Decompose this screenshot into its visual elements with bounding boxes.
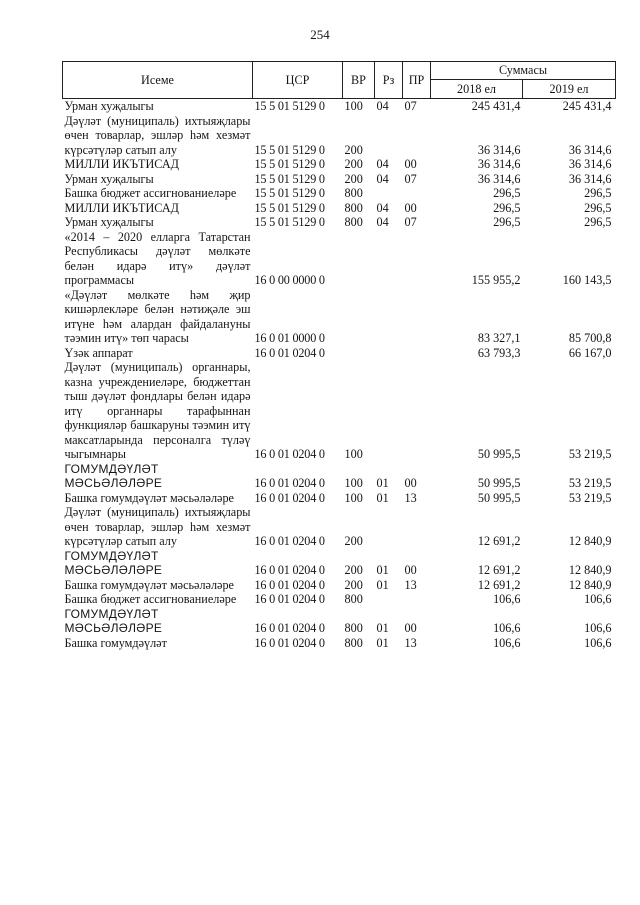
table-row: [63, 462, 616, 491]
row-sum-2019: 36 314,6: [568, 171, 612, 186]
row-csr: 16 0 01 0204 0: [254, 621, 325, 635]
row-sum-2019: 12 840,9: [568, 534, 612, 548]
row-csr: 15 5 01 5129 0: [254, 171, 325, 186]
row-csr: 15 5 01 5129 0: [254, 215, 325, 229]
row-sum-2019: 53 219,5: [568, 476, 612, 490]
row-sum-2018: 106,6: [493, 635, 521, 650]
row-rz: [375, 346, 403, 361]
row-csr: 16 0 01 0204 0: [254, 476, 325, 490]
header-pr: ПР: [403, 62, 431, 99]
page-number: 254: [310, 27, 330, 42]
row-vr: 100: [344, 99, 363, 113]
row-rz: 01: [376, 577, 389, 592]
row-rz: 04: [376, 171, 389, 186]
row-sum-2019: 66 167,0: [568, 345, 612, 360]
table-row: [63, 491, 616, 506]
row-pr: 00: [404, 200, 417, 215]
row-rz: [375, 186, 403, 201]
row-sum-2018: 36 314,6: [477, 142, 521, 157]
row-sum-2019: 12 840,9: [568, 577, 612, 592]
row-vr: 800: [344, 592, 363, 606]
table-row: [63, 578, 616, 593]
row-name: «2014 – 2020 елларга Татарстан Республикасы дәүләт мөлкәте белән идарә итү» дәүләт программасы: [64, 229, 251, 287]
header-2018: 2018 ел: [431, 80, 523, 99]
row-pr: 07: [404, 99, 417, 113]
row-sum-2019: 245 431,4: [562, 99, 612, 113]
row-name: Башка бюджет ассигнованиеләре: [64, 592, 237, 606]
row-csr: 15 5 01 5129 0: [254, 99, 325, 113]
row-csr: 16 0 01 0204 0: [254, 577, 325, 592]
table-row: [63, 636, 616, 651]
row-name: Башка гомумдәүләт мәсьәләләре: [64, 490, 234, 505]
row-pr: [403, 360, 431, 462]
header-vr: ВР: [343, 62, 375, 99]
row-rz: 01: [376, 563, 389, 577]
table-header: [63, 62, 616, 99]
row-csr: 16 0 01 0204 0: [254, 592, 325, 606]
row-pr: [403, 114, 431, 158]
row-sum-2018: 83 327,1: [477, 331, 521, 345]
row-vr: [343, 288, 375, 346]
row-pr: [403, 505, 431, 549]
row-sum-2018: 296,5: [493, 215, 521, 229]
row-vr: 800: [344, 621, 363, 635]
table-row: [63, 201, 616, 216]
row-csr: 16 0 01 0204 0: [254, 563, 325, 577]
row-pr: 07: [404, 171, 417, 186]
row-rz: [375, 505, 403, 549]
row-sum-2018: 50 995,5: [477, 476, 521, 490]
row-vr: 100: [344, 447, 363, 461]
row-vr: 800: [344, 186, 363, 200]
row-vr: [343, 230, 375, 288]
row-rz: 04: [376, 215, 389, 229]
row-pr: 13: [404, 577, 417, 592]
row-vr: 800: [344, 215, 363, 229]
row-vr: 200: [344, 142, 363, 157]
row-name: ГОМУМДӘҮЛӘТ МӘСЬӘЛӘЛӘРЕ: [64, 461, 163, 490]
row-rz: 01: [376, 621, 389, 635]
row-sum-2019: 85 700,8: [568, 331, 612, 345]
row-csr: 16 0 01 0204 0: [254, 447, 325, 461]
row-vr: 100: [344, 490, 363, 505]
row-pr: [403, 288, 431, 346]
row-pr: 13: [404, 490, 417, 505]
row-sum-2019: 296,5: [584, 186, 612, 200]
row-csr: 15 5 01 5129 0: [254, 157, 325, 171]
table-row: [63, 172, 616, 187]
row-name: ГОМУМДӘҮЛӘТ МӘСЬӘЛӘЛӘРЕ: [64, 606, 163, 635]
row-sum-2018: 296,5: [493, 200, 521, 215]
row-pr: 00: [404, 476, 417, 490]
row-rz: 04: [376, 200, 389, 215]
row-rz: 01: [376, 490, 389, 505]
row-sum-2018: 106,6: [493, 592, 521, 606]
table-row: [63, 157, 616, 172]
row-pr: [403, 230, 431, 288]
header-name: Исеме: [63, 62, 253, 99]
row-sum-2019: 53 219,5: [568, 447, 612, 461]
row-pr: [403, 592, 431, 607]
row-name: Үзәк аппарат: [64, 345, 133, 360]
row-rz: 04: [376, 99, 389, 113]
row-sum-2018: 50 995,5: [477, 490, 521, 505]
row-sum-2019: 36 314,6: [568, 142, 612, 157]
row-sum-2019: 296,5: [584, 200, 612, 215]
row-sum-2019: 106,6: [584, 592, 612, 606]
row-name: Урман хуҗалыгы: [64, 99, 154, 113]
row-name: ГОМУМДӘҮЛӘТ МӘСЬӘЛӘЛӘРЕ: [64, 548, 163, 577]
budget-table: [62, 61, 616, 650]
row-sum-2019: 12 840,9: [568, 563, 612, 577]
row-vr: 200: [344, 157, 363, 171]
table-body: [63, 99, 616, 651]
row-rz: [375, 114, 403, 158]
row-sum-2018: 296,5: [493, 186, 521, 200]
row-vr: 100: [344, 476, 363, 490]
row-sum-2018: 155 955,2: [471, 273, 521, 287]
row-pr: 00: [404, 621, 417, 635]
table-row: [63, 215, 616, 230]
row-sum-2019: 160 143,5: [562, 273, 612, 287]
row-sum-2018: 36 314,6: [477, 171, 521, 186]
table-row: [63, 505, 616, 549]
row-pr: [403, 346, 431, 361]
row-sum-2019: 53 219,5: [568, 490, 612, 505]
row-sum-2018: 12 691,2: [477, 534, 521, 548]
row-rz: 04: [376, 157, 389, 171]
row-name: Урман хуҗалыгы: [64, 171, 154, 186]
table-row: [63, 592, 616, 607]
header-csr: ЦСР: [253, 62, 343, 99]
row-sum-2019: 106,6: [584, 621, 612, 635]
header-sums: Суммасы: [431, 62, 616, 80]
row-name: МИЛЛИ ИКЪТИСАД: [64, 200, 179, 215]
row-vr: [343, 346, 375, 361]
row-name: Башка гомумдәүләт мәсьәләләре: [64, 577, 234, 592]
row-csr: 16 0 01 0204 0: [254, 490, 325, 505]
row-csr: 16 0 01 0204 0: [254, 534, 325, 548]
table-row: [63, 186, 616, 201]
table-row: [63, 114, 616, 158]
row-sum-2018: 245 431,4: [471, 99, 521, 113]
row-csr: 16 0 01 0000 0: [254, 331, 325, 345]
table-row: [63, 607, 616, 636]
table-row: [63, 288, 616, 346]
row-pr: 00: [404, 563, 417, 577]
row-rz: [375, 288, 403, 346]
row-sum-2019: 106,6: [584, 635, 612, 650]
row-rz: [375, 360, 403, 462]
row-csr: 15 5 01 5129 0: [254, 200, 325, 215]
row-vr: 200: [344, 563, 363, 577]
row-sum-2018: 63 793,3: [477, 345, 521, 360]
row-sum-2019: 36 314,6: [568, 157, 612, 171]
row-csr: 16 0 01 0204 0: [254, 635, 325, 650]
row-vr: 200: [344, 171, 363, 186]
row-name: «Дәүләт мөлкәте һәм җир кишәрлекләре белән нәтиҗәле эш итүне һәм алардан файдалануны тәэмин итү» төп чарасы: [64, 287, 251, 345]
row-csr: 16 0 01 0204 0: [254, 345, 325, 360]
row-pr: [403, 186, 431, 201]
row-csr: 15 5 01 5129 0: [254, 186, 325, 200]
row-sum-2018: 106,6: [493, 621, 521, 635]
row-name: Башка бюджет ассигнованиеләре: [64, 186, 237, 200]
header-rz: Рз: [375, 62, 403, 99]
row-sum-2018: 36 314,6: [477, 157, 521, 171]
row-sum-2019: 296,5: [584, 215, 612, 229]
table-row: [63, 346, 616, 361]
row-name: Дәүләт (муниципаль) органнары, казна учреждениеләре, бюджеттан тыш дәүләт фондлары белән идарә итү органнары тарафыннан функцияләр башкаруны тәэмин итү максатларында персоналга түләү чыгымнары: [64, 360, 251, 461]
table-row: [63, 360, 616, 462]
row-csr: 16 0 00 0000 0: [254, 273, 325, 287]
row-sum-2018: 12 691,2: [477, 563, 521, 577]
row-vr: 200: [344, 534, 363, 548]
row-pr: 00: [404, 157, 417, 171]
row-pr: 07: [404, 215, 417, 229]
header-2019: 2019 ел: [523, 80, 616, 99]
row-vr: 800: [344, 635, 363, 650]
row-rz: [375, 592, 403, 607]
row-csr: 15 5 01 5129 0: [254, 142, 325, 157]
row-name: Дәүләт (муниципаль) ихтыяҗлары өчен товарлар, эшләр һәм хезмәт күрсәтүләр сатып алу: [64, 505, 251, 548]
table-row: [63, 230, 616, 288]
row-rz: 01: [376, 635, 389, 650]
row-name: Урман хуҗалыгы: [64, 215, 154, 229]
row-vr: 800: [344, 200, 363, 215]
row-sum-2018: 50 995,5: [477, 447, 521, 461]
row-name: Башка гомумдәүләт: [64, 635, 167, 650]
table-row: [63, 549, 616, 578]
table-row: [63, 99, 616, 114]
row-rz: 01: [376, 476, 389, 490]
row-name: МИЛЛИ ИКЪТИСАД: [64, 157, 179, 171]
row-pr: 13: [404, 635, 417, 650]
row-rz: [375, 230, 403, 288]
row-vr: 200: [344, 577, 363, 592]
row-sum-2018: 12 691,2: [477, 577, 521, 592]
row-name: Дәүләт (муниципаль) ихтыяҗлары өчен товарлар, эшләр һәм хезмәт күрсәтүләр сатып алу: [64, 113, 251, 157]
